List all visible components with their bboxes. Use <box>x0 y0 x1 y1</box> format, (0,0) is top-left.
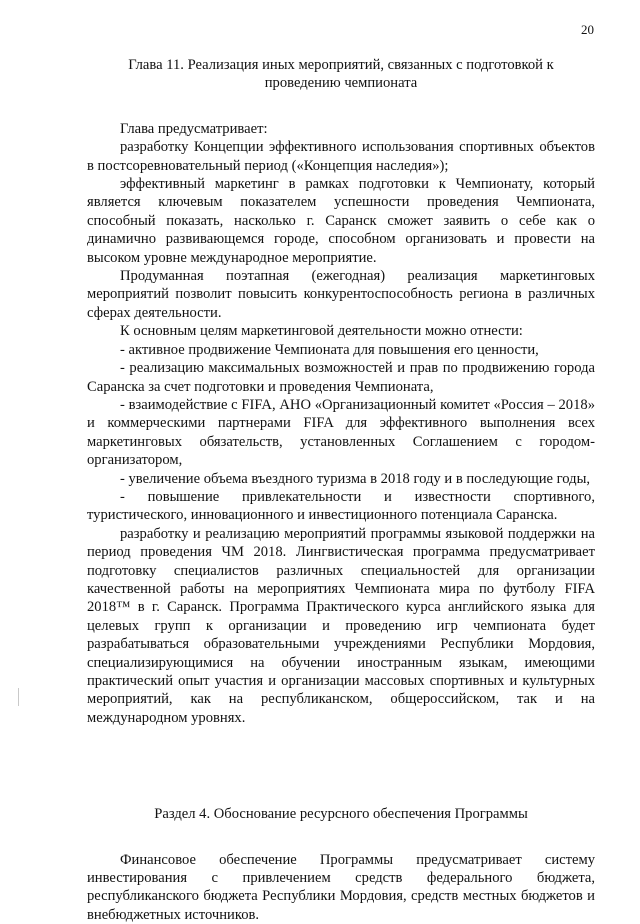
paragraph-phased-implementation: Продуманная поэтапная (ежегодная) реализация маркетинговых мероприятий позволит повысить конкурентоспособность региона в различных сферах деятельности. <box>87 268 595 321</box>
page-content <box>87 56 595 924</box>
page-number: 20 <box>581 22 594 37</box>
paragraph-finance: Финансовое обеспечение Программы предусматривает систему инвестирования с привлечением средств федерального бюджета, республиканского бюджета Республики Мордовия, средств местных бюджетов и внебюджетных источников. <box>87 851 595 923</box>
paragraph-marketing-goals-lead: К основным целям маркетинговой деятельности можно отнести: <box>120 323 523 340</box>
chapter-title: Глава 11. Реализация иных мероприятий, связанных с подготовкой к проведению чемпионата <box>128 57 554 92</box>
list-item-attractiveness: - повышение привлекательности и известности спортивного, туристического, инновационного и инвестиционного потенциала Саранска. <box>87 488 595 524</box>
paragraph-language-support: разработку и реализацию мероприятий программы языковой поддержки на период проведения ЧМ 2018. Лингвистическая программа предусматривает подготовку специалистов различных специальностей для организации качественной работы на мероприятиях Чемпионата мира по футболу FIFA 2018™ в г. Саранск. Программа Практического курса английского языка для целевых групп к организации и проведению игр чемпионата будет разрабатываться образовательными учреждениями Республики Мордовия, специализирующимися на обучении иностранным языкам, имеющими практический опыт участия и организации массовых спортивных и культурных мероприятий, как на республиканском, общероссийском, так и на международном уровнях. <box>87 525 595 726</box>
list-item-opportunities: - реализацию максимальных возможностей и прав по продвижению города Саранска за счет подготовки и проведения Чемпионата, <box>87 360 595 395</box>
list-item-tourism: - увеличение объема въездного туризма в 2018 году и в последующие годы, <box>120 470 591 487</box>
section-title: Раздел 4. Обоснование ресурсного обеспечения Программы <box>154 806 528 823</box>
paragraph-legacy-concept: разработку Концепции эффективного использования спортивных объектов в постсоревновательный период («Концепция наследия»); <box>87 139 595 174</box>
list-item-fifa-cooperation: - взаимодействие с FIFA, АНО «Организационный комитет «Россия – 2018» и коммерческими партнерами FIFA для эффективного выполнения всех маркетинговых обязательств, установленных Соглашением с городом-организатором, <box>87 396 595 469</box>
margin-mark <box>18 688 19 706</box>
paragraph-intro: Глава предусматривает: <box>120 120 268 137</box>
list-item-promotion: - активное продвижение Чемпионата для повышения его ценности, <box>120 341 539 358</box>
paragraph-effective-marketing: эффективный маркетинг в рамках подготовки к Чемпионату, который является ключевым показателем успешности проведения Чемпионата, способный показать, насколько г. Саранск сможет заявить о себе как о динамично развивающемся городе, способном организовать и провести на высоком уровне международное мероприятие. <box>87 176 595 266</box>
